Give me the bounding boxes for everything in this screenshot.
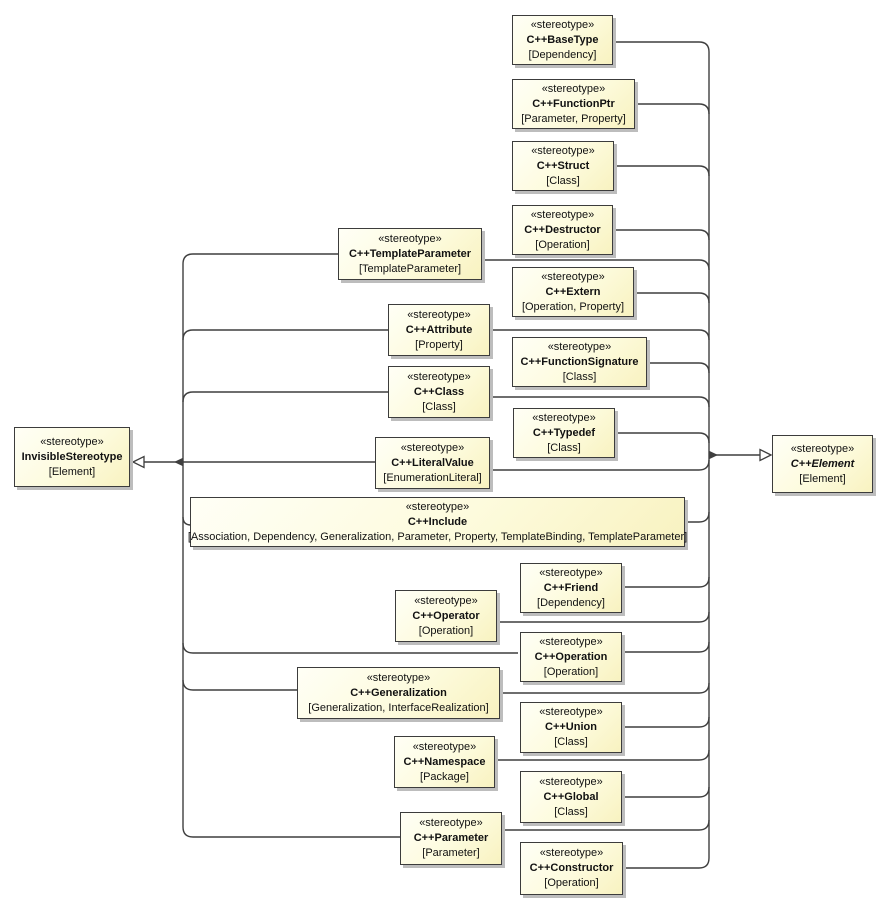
stereotype-keyword: «stereotype» xyxy=(407,370,471,383)
stereotype-name: C++Friend xyxy=(543,581,599,594)
extended-metaclasses: [Class] xyxy=(562,370,597,383)
edge-function-signature xyxy=(647,363,709,373)
extended-metaclasses: [Element] xyxy=(799,472,846,485)
edge-typedef xyxy=(615,433,709,443)
stereotype-name: C++Union xyxy=(545,721,597,733)
stereotype-name: C++Generalization xyxy=(350,686,447,699)
extended-metaclasses: [Class] xyxy=(422,400,456,413)
extended-metaclasses: [Class] xyxy=(546,174,580,187)
stereotype-name: C++Namespace xyxy=(403,755,486,768)
extended-metaclasses: [Element] xyxy=(48,465,96,478)
extended-metaclasses: [Property] xyxy=(415,338,463,351)
stereotype-name: InvisibleStereotype xyxy=(21,450,123,463)
stereotype-keyword: «stereotype» xyxy=(539,775,603,788)
generalization-arrowhead-invisible-stereotype xyxy=(133,457,144,468)
stereotype-name: C++Operation xyxy=(534,650,608,663)
extended-metaclasses: [Operation] xyxy=(535,238,590,251)
extended-metaclasses: [Class] xyxy=(554,805,588,818)
extended-metaclasses: [Dependency] xyxy=(537,596,605,609)
node-cpp-global[interactable] xyxy=(520,771,622,823)
stereotype-keyword: «stereotype» xyxy=(378,232,442,245)
edge-union xyxy=(622,717,709,727)
stereotype-name: C++Struct xyxy=(536,159,590,172)
stereotype-keyword: «stereotype» xyxy=(531,144,595,157)
stereotype-keyword: «stereotype» xyxy=(541,270,605,283)
stereotype-name: C++Destructor xyxy=(524,223,601,236)
edge-class-left xyxy=(183,392,388,402)
stereotype-keyword: «stereotype» xyxy=(547,340,612,353)
extended-metaclasses: [Package] xyxy=(420,770,469,783)
edge-function-ptr xyxy=(635,104,709,114)
stereotype-name: C++Parameter xyxy=(413,832,489,844)
node-cpp-include[interactable] xyxy=(187,497,688,547)
edge-parameter-left xyxy=(183,827,400,837)
stereotype-keyword: «stereotype» xyxy=(539,566,603,579)
merge-mark-left xyxy=(174,458,183,466)
stereotype-keyword: «stereotype» xyxy=(414,594,478,607)
stereotype-keyword: «stereotype» xyxy=(400,441,465,454)
stereotype-name: C++Extern xyxy=(545,285,601,298)
stereotype-name: C++FunctionPtr xyxy=(532,97,615,110)
node-invisible-stereotype[interactable] xyxy=(14,427,130,487)
stereotype-keyword: «stereotype» xyxy=(405,500,470,513)
node-cpp-template-parameter[interactable] xyxy=(338,228,482,280)
edge-operation-right xyxy=(622,642,709,652)
edge-constructor xyxy=(623,858,709,868)
stereotype-keyword: «stereotype» xyxy=(530,18,595,31)
node-cpp-union[interactable] xyxy=(520,702,622,753)
node-cpp-namespace[interactable] xyxy=(394,736,495,788)
extended-metaclasses: [Operation, Property] xyxy=(521,300,625,313)
stereotype-keyword: «stereotype» xyxy=(541,82,606,95)
node-cpp-base-type[interactable] xyxy=(512,15,613,65)
edge-destructor xyxy=(613,230,709,240)
stereotype-name: C++Typedef xyxy=(532,426,596,439)
stereotype-name: C++Attribute xyxy=(405,323,473,336)
node-cpp-attribute[interactable] xyxy=(388,304,490,356)
stereotype-name: C++Constructor xyxy=(529,862,614,874)
node-cpp-typedef[interactable] xyxy=(513,408,615,458)
extended-metaclasses: [Association, Dependency, Generalization, Parameter, Property, TemplateBinding, TemplateParameter] xyxy=(187,530,688,543)
node-cpp-function-signature[interactable] xyxy=(512,337,647,387)
extended-metaclasses: [Operation] xyxy=(418,624,474,637)
extended-metaclasses: [Operation] xyxy=(544,877,599,889)
stereotype-name: C++Include xyxy=(407,515,468,528)
stereotype-name: C++Global xyxy=(543,790,599,803)
node-cpp-constructor[interactable] xyxy=(520,842,623,895)
stereotype-name: C++Class xyxy=(413,385,465,398)
stereotype-name: C++Operator xyxy=(412,609,480,622)
node-cpp-generalization[interactable] xyxy=(297,667,500,719)
node-cpp-struct[interactable] xyxy=(512,141,614,191)
extended-metaclasses: [TemplateParameter] xyxy=(358,262,462,275)
node-cpp-operator[interactable] xyxy=(395,590,497,642)
edge-generalization-right xyxy=(500,683,709,693)
stereotype-keyword: «stereotype» xyxy=(40,435,104,448)
edge-class-right xyxy=(490,397,709,407)
edge-include-right xyxy=(685,512,709,522)
edge-struct xyxy=(614,166,709,176)
extended-metaclasses: [Dependency] xyxy=(528,48,597,61)
node-cpp-destructor[interactable] xyxy=(512,205,613,255)
stereotype-keyword: «stereotype» xyxy=(530,208,595,221)
stereotype-keyword: «stereotype» xyxy=(366,671,431,684)
stereotype-keyword: «stereotype» xyxy=(539,635,603,648)
node-cpp-class[interactable] xyxy=(388,366,490,418)
edge-operator-right xyxy=(497,612,709,622)
edge-global xyxy=(622,787,709,797)
edge-literal-value-right xyxy=(490,460,709,470)
extended-metaclasses: [EnumerationLiteral] xyxy=(383,471,482,484)
node-cpp-element[interactable] xyxy=(772,435,873,493)
node-cpp-literal-value[interactable] xyxy=(375,437,490,489)
extended-metaclasses: [Class] xyxy=(547,441,581,454)
edge-generalization-left xyxy=(183,680,297,690)
node-cpp-operation[interactable] xyxy=(520,632,622,682)
edge-base-type xyxy=(613,42,709,52)
stereotype-keyword: «stereotype» xyxy=(539,706,603,718)
extended-metaclasses: [Parameter] xyxy=(422,847,480,859)
stereotype-name: C++TemplateParameter xyxy=(348,247,472,260)
stereotype-name: C++LiteralValue xyxy=(391,456,474,469)
edge-attribute-left xyxy=(183,330,388,340)
edge-extern xyxy=(634,293,709,303)
stereotype-keyword: «stereotype» xyxy=(412,740,477,753)
stereotype-keyword: «stereotype» xyxy=(532,411,596,424)
stereotype-keyword: «stereotype» xyxy=(407,308,471,321)
stereotype-keyword: «stereotype» xyxy=(790,442,855,455)
merge-mark-right xyxy=(709,451,718,459)
stereotype-keyword: «stereotype» xyxy=(539,847,604,859)
extended-metaclasses: [Parameter, Property] xyxy=(521,112,626,125)
stereotype-name: C++FunctionSignature xyxy=(520,355,639,368)
stereotype-name: C++BaseType xyxy=(526,33,599,46)
edge-friend xyxy=(622,577,709,587)
stereotype-keyword: «stereotype» xyxy=(419,817,483,829)
node-cpp-parameter[interactable] xyxy=(400,812,502,865)
extended-metaclasses: [Class] xyxy=(554,736,588,748)
node-cpp-friend[interactable] xyxy=(520,563,622,613)
edge-operation-left xyxy=(183,643,518,653)
extended-metaclasses: [Operation] xyxy=(543,665,599,678)
node-cpp-extern[interactable] xyxy=(512,267,634,317)
edge-template-parameter-left xyxy=(183,254,338,264)
node-cpp-function-ptr[interactable] xyxy=(512,79,635,129)
extended-metaclasses: [Generalization, InterfaceRealization] xyxy=(308,701,489,714)
generalization-arrowhead-element xyxy=(760,450,771,461)
stereotype-name: C++Element xyxy=(790,457,855,470)
